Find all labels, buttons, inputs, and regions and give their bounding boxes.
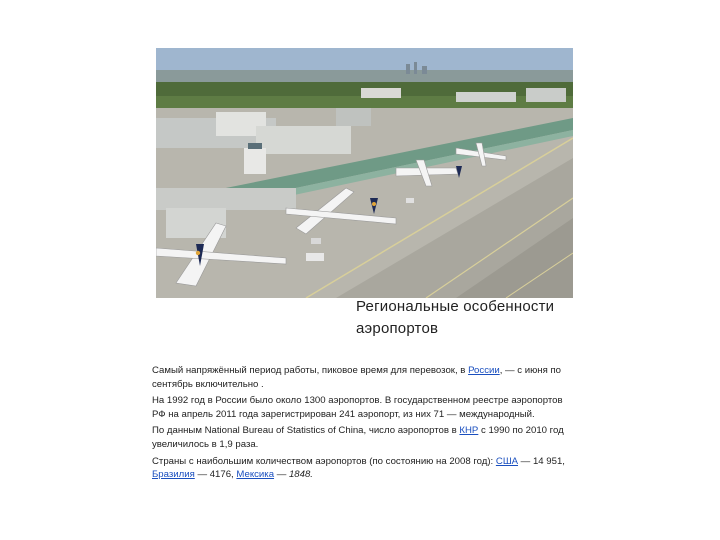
link-mexico[interactable]: Мексика (236, 469, 275, 481)
paragraph-top-countries (152, 455, 577, 482)
slide-title-line1: Региональные особенности (356, 298, 555, 315)
link-brazil[interactable]: Бразилия (152, 469, 195, 481)
paragraph-china-airports (152, 424, 577, 451)
text: Страны с наибольшим количеством аэропортов (по состоянию на 2008 год): (152, 455, 496, 467)
text: По данным National Bureau of Statistics of China, число аэропортов в (152, 425, 460, 437)
slide-title-line2: аэропортов (356, 320, 439, 337)
slide-title (356, 296, 586, 340)
text: Самый напряжённый период работы, пиковое время для перевозок, в (152, 365, 469, 376)
text: 1848. (288, 469, 313, 481)
link-china[interactable]: КНР (459, 425, 479, 437)
text: — (274, 469, 289, 481)
airport-photo (156, 48, 573, 298)
link-usa[interactable]: США (495, 455, 519, 467)
text: — 4176, (194, 469, 237, 481)
link-russia[interactable]: России (468, 365, 500, 376)
slide-body (152, 364, 577, 485)
text: — 14 951, (518, 455, 565, 467)
paragraph-peak-period (152, 364, 577, 391)
text: с 1990 по 2010 год увеличилось в 1,9 раза. (152, 425, 564, 450)
paragraph-russia-airports: На 1992 год в России было около 1300 аэропортов. В государственном реестре аэропортов РФ на апрель 2011 года зарегистрирован 241 аэропорт, из них 71 — международный. (152, 395, 563, 420)
text: , — с июня по сентябрь включительно . (152, 365, 561, 390)
